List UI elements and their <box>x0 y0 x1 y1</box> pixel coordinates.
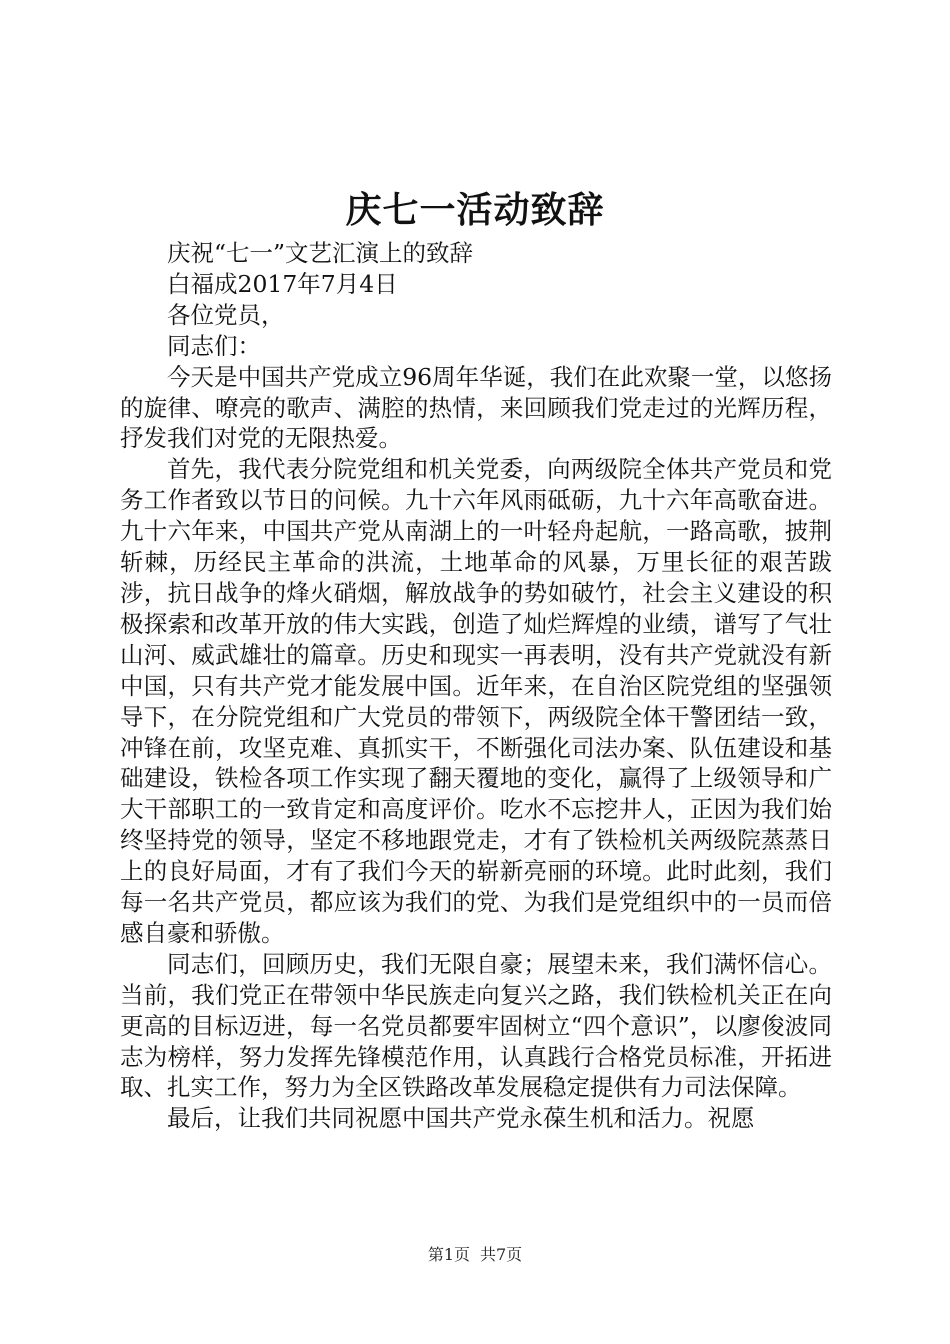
salutation-paragraph: 各位党员， <box>167 300 285 329</box>
body-paragraph: 今天是中国共产党成立96周年华诞，我们在此欢聚一堂，以悠扬的旋律、嘹亮的歌声、满腔的热情，来回顾我们党走过的光辉历程，抒发我们对党的无限热爱。 <box>120 362 832 453</box>
body-paragraph: 最后，让我们共同祝愿中国共产党永葆生机和活力。祝愿 <box>167 1104 755 1133</box>
body-paragraph: 首先，我代表分院党组和机关党委，向两级院全体共产党员和党务工作者致以节日的问候。九十六年风雨砥砺，九十六年高歌奋进。九十六年来，中国共产党从南湖上的一叶轻舟起航，一路高歌，披荆斩棘，历经民主革命的洪流，土地革命的风暴，万里长征的艰苦跋涉，抗日战争的烽火硝烟，解放战争的势如破竹，社会主义建设的积极探索和改革开放的伟大实践，创造了灿烂辉煌的业绩，谱写了气壮山河、威武雄壮的篇章。历史和现实一再表明，没有共产党就没有新中国，只有共产党才能发展中国。近年来，在自治区院党组的坚强领导下，在分院党组和广大党员的带领下，两级院全体干警团结一致，冲锋在前，攻坚克难、真抓实干，不断强化司法办案、队伍建设和基础建设，铁检各项工作实现了翻天覆地的变化，赢得了上级领导和广大干部职工的一致肯定和高度评价。吃水不忘挖井人，正因为我们始终坚持党的领导，坚定不移地跟党走，才有了铁检机关两级院蒸蒸日上的良好局面，才有了我们今天的崭新亮丽的环境。此时此刻，我们每一名共产党员，都应该为我们的党、为我们是党组织中的一员而倍感自豪和骄傲。 <box>120 455 832 947</box>
page-number: 第1页 <box>427 1245 470 1264</box>
page-footer <box>0 1244 950 1266</box>
document-title: 庆七一活动致辞 <box>345 189 605 231</box>
salutation-paragraph: 同志们： <box>167 331 261 360</box>
author-date-paragraph: 白福成2017年7月4日 <box>167 269 398 298</box>
document-body <box>120 238 832 1134</box>
body-paragraph: 同志们，回顾历史，我们无限自豪；展望未来，我们满怀信心。当前，我们党正在带领中华民族走向复兴之路，我们铁检机关正在向更高的目标迈进，每一名党员都要牢固树立“四个意识”，以廖俊波同志为榜样，努力发挥先锋模范作用，认真践行合格党员标准，开拓进取、扎实工作，努力为全区铁路改革发展稳定提供有力司法保障。 <box>120 949 832 1102</box>
subtitle-paragraph: 庆祝“七一”文艺汇演上的致辞 <box>167 239 474 267</box>
page-total: 共7页 <box>480 1245 523 1264</box>
